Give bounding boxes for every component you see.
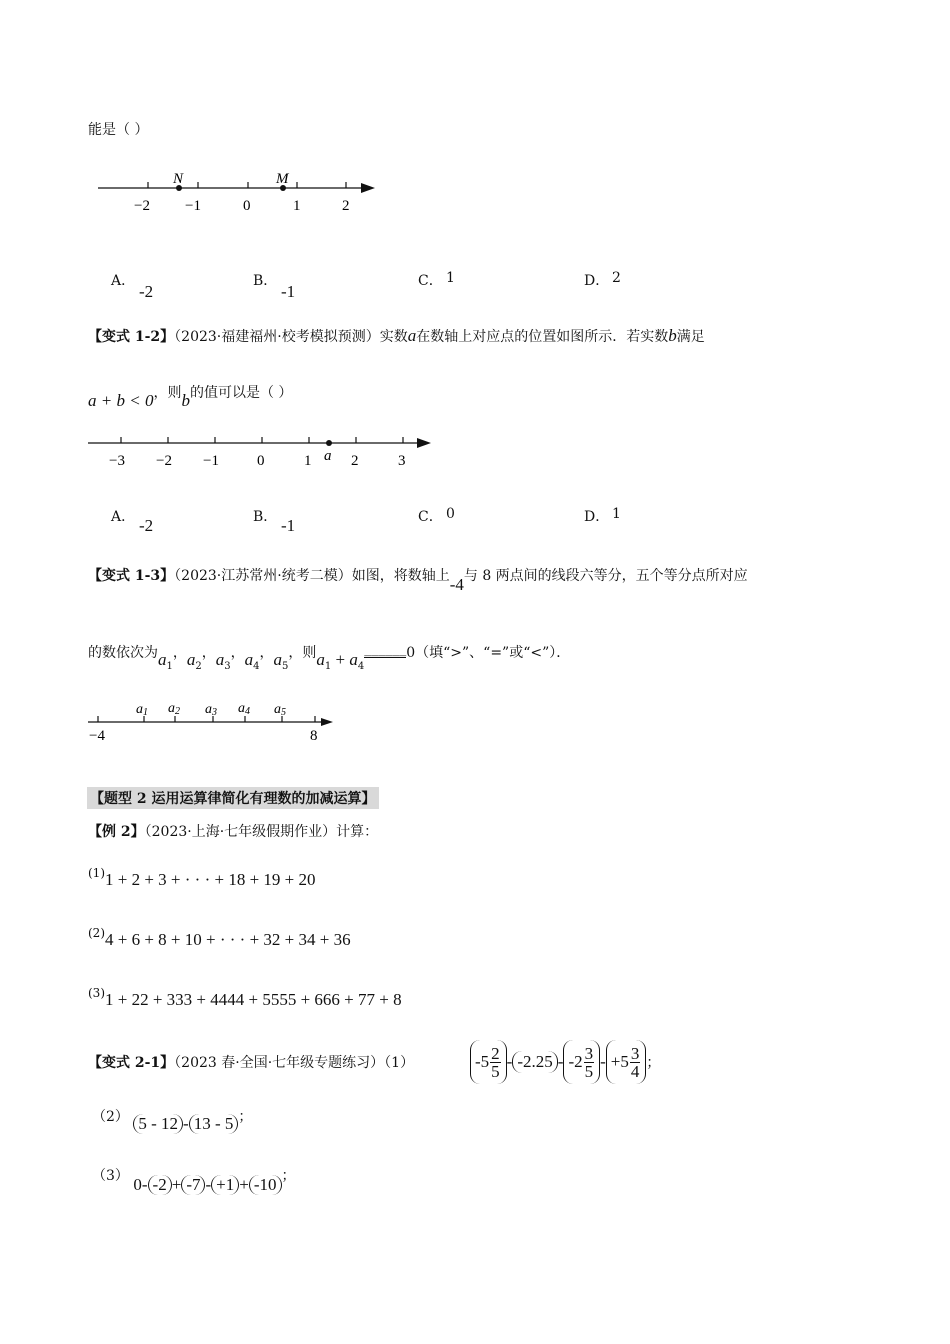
v21-item-2: （2） 5 - 12 - 13 - 5 ； <box>92 1109 253 1133</box>
label-a3: a3 <box>205 702 217 718</box>
ex2-item-1: (1)1 + 2 + 3 + · · · + 18 + 19 + 20 <box>88 866 316 889</box>
option-d-label: D． <box>584 509 610 525</box>
v12-tag: 【变式 1-2】 <box>88 329 175 345</box>
v21-source: （2023 春·全国·七年级专题练习） <box>174 1055 385 1071</box>
label-a: a <box>324 448 332 464</box>
option-a-value: -2 <box>139 282 154 301</box>
option-b-value: -1 <box>281 516 296 535</box>
q1-tail: 能是（ ） <box>88 122 149 138</box>
v13-source: （2023·江苏常州·统考二模） <box>174 568 352 584</box>
label-m: M <box>276 171 289 187</box>
ex2-stem: 【例 2】（2023·上海·七年级假期作业）计算： <box>88 824 379 840</box>
label-a2: a2 <box>168 701 180 717</box>
option-b-value: -1 <box>281 282 296 301</box>
option-a-label: A． <box>111 273 136 289</box>
tick-label: −3 <box>109 453 125 469</box>
option-c-value: 1 <box>446 270 455 286</box>
v21-expr-1: -5 $\frac{2}{5}$ - -2.25 - -2 $\frac{3}{5}$ - +5 $\frac{3}{4}$ ； <box>470 1038 660 1086</box>
tick-label: 2 <box>342 198 350 214</box>
option-d-value: 1 <box>612 506 621 522</box>
v12-source: （2023·福建福州·校考模拟预测） <box>174 329 380 345</box>
option-a-label: A． <box>111 509 136 525</box>
ex2-source: （2023·上海·七年级假期作业） <box>144 824 337 840</box>
section-heading: 【题型 2 运用运算律简化有理数的加减运算】 <box>87 787 379 809</box>
tick-label: −2 <box>134 198 150 214</box>
ex2-item-3: (3)1 + 22 + 333 + 4444 + 5555 + 666 + 77 + 8 <box>88 986 402 1009</box>
tick-label: 2 <box>351 453 359 469</box>
number-line-2 <box>85 428 445 470</box>
ex2-tag: 【例 2】 <box>88 824 145 840</box>
tick-label: −1 <box>185 198 201 214</box>
tick-label: 1 <box>304 453 312 469</box>
option-d-label: D． <box>584 273 610 289</box>
label-a1: a1 <box>136 702 148 718</box>
tick-label: 0 <box>243 198 251 214</box>
label-a5: a5 <box>274 702 286 718</box>
v12-condition: a + b < 0 <box>88 391 154 410</box>
tick-label: −2 <box>156 453 172 469</box>
v21-item-3: （3） 0- -2 + -7 - +1 + -10 ； <box>92 1168 296 1194</box>
number-line-1 <box>95 165 385 220</box>
tick-label: 1 <box>293 198 301 214</box>
v13-tag: 【变式 1-3】 <box>88 568 175 584</box>
option-c-label: C． <box>418 509 443 525</box>
v21-stem: 【变式 2-1】（2023 春·全国·七年级专题练习）（1） <box>88 1055 415 1071</box>
tick-label-right: 8 <box>310 728 318 743</box>
answer-blank[interactable]: ______ <box>364 641 407 657</box>
v12-stem: 【变式 1-2】（2023·福建福州·校考模拟预测）实数a在数轴上对应点的位置如图所示．若实数b满足 <box>88 326 705 345</box>
tick-label-left: −4 <box>89 728 105 743</box>
v13-stem: 【变式 1-3】（2023·江苏常州·统考二模）如图，将数轴上-4与 8 两点间的线段六等分，五个等分点所对应 <box>88 568 748 594</box>
tick-label: 3 <box>398 453 406 469</box>
option-b-label: B． <box>253 509 278 525</box>
option-d-value: 2 <box>612 270 621 286</box>
option-b-label: B． <box>253 273 278 289</box>
point-a <box>326 440 332 446</box>
v21-tag: 【变式 2-1】 <box>88 1055 175 1071</box>
label-n: N <box>173 171 184 187</box>
tick-label: −1 <box>203 453 219 469</box>
option-a-value: -2 <box>139 516 154 535</box>
label-a4: a4 <box>238 701 250 717</box>
tick-label: 0 <box>257 453 265 469</box>
option-c-label: C． <box>418 273 443 289</box>
v13-line2: 的数依次为$a_1$，$a_2$，$a_3$，$a_4$，$a_5$，则$a_1$ + $a_4\_\_\_\_\_\_0$（填“>”、“=”或“<”）． <box>88 641 571 672</box>
option-c-value: 0 <box>446 506 455 522</box>
ex2-item-2: (2)4 + 6 + 8 + 10 + · · · + 32 + 34 + 36 <box>88 926 351 949</box>
number-line-3 <box>85 698 345 743</box>
v12-condition-line: a + b < 0，则b的值可以是（ ） <box>88 385 293 410</box>
